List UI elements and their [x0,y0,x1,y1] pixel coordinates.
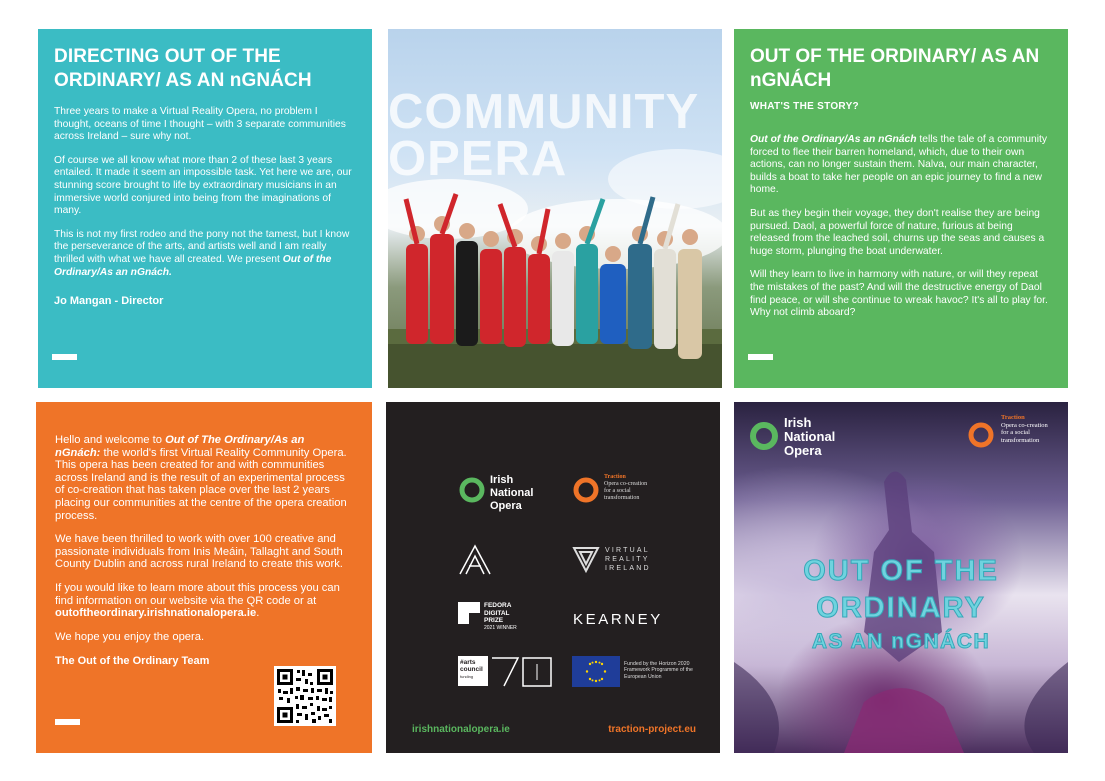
fedora-text [484,602,517,632]
welcome-para-2: We have been thrilled to work with over 100 creative and passionate individuals from Inis Meáin, Tallaght and South County Dublin and across rural Ireland to create this work. [55,533,343,571]
community-opera-title-line-1: COMMUNITY [388,85,700,139]
vr-triangle-icon [572,545,600,573]
decorative-bar [748,354,773,360]
fedora-line-2: DIGITAL [484,609,510,617]
welcome-para-3-a: If you would like to learn more about this process you can find information on our website via the QR code or at [55,581,340,607]
vr-line-2: REALITY [605,556,650,563]
ino-logo [458,474,558,524]
arts-council-logo [458,656,554,688]
partners-logos-panel [386,402,720,753]
eu-text [624,661,693,680]
director-note-para-3-text: This is not my first rodeo and the pony not the tamest, but I know the perseverance of the arts, and artists well and I am really thrilled with what we have all created. We present [54,228,350,265]
ino-ring-icon [748,420,780,452]
eu-line-3: European Union [624,673,662,680]
poster-title-line-1: OUT OF THE [803,555,999,587]
ino-website-link[interactable]: irishnationalopera.ie [412,724,510,735]
community-opera-title-line-2: OPERA [388,132,568,186]
poster-traction-text [1001,414,1048,444]
vr-ireland-text [605,546,651,573]
website-link[interactable]: outoftheordinary.irishnationalopera.ie [55,607,257,620]
story-para-2: But as they begin their voyage, they don't realise they are being pursued. Daol, a powerful force of nature, furious at being released from the leached soil, churns up the seas and causes a huge storm, plunging the boat underwater. [750,207,1045,257]
ino-line-2: National [490,487,534,499]
vr-ireland-logo [572,545,692,575]
story-para-1-emph: Out of the Ordinary/As an nGnách [750,134,917,145]
welcome-para-4: We hope you enjoy the opera. [55,630,205,643]
poster-ino-line-3: Opera [784,443,822,458]
traction-line-1: Opera co-creation [604,481,648,487]
people-silhouettes [406,194,702,359]
qr-code[interactable] [274,666,336,726]
traction-name: Traction [604,474,626,480]
opera-poster-panel [734,402,1068,753]
story-para-1 [750,134,1052,197]
poster-ino-line-2: National [784,429,836,444]
poster-title-line-3: AS AN nGNÁCH [811,630,991,653]
vr-line-3: IRELAND [605,565,651,572]
story-title: OUT OF THE ORDINARY/ AS AN nGNÁCH [750,46,1040,91]
director-signature: Jo Mangan - Director [54,295,164,308]
traction-line-2: for a social [604,488,631,494]
arts-line-1: #arts [460,659,476,666]
community-opera-photo [388,29,722,388]
arts-line-3: funding [460,674,474,679]
director-note-title: DIRECTING OUT OF THE ORDINARY/ AS AN nGNÁCH [54,46,312,91]
poster-ino-text [784,416,835,458]
poster-traction-name: Traction [1001,414,1025,421]
story-panel [734,29,1068,388]
traction-line-3: transformation [604,495,640,501]
welcome-panel [36,402,372,753]
welcome-para-1-emph: Out of The Ordinary/As an nGnách: [55,434,305,459]
poster-traction-line-1: Opera co-creation [1001,421,1048,429]
story-subtitle: WHAT'S THE STORY? [750,101,859,112]
vr-line-1: VIRTUAL [605,547,650,554]
traction-website-link[interactable]: traction-project.eu [608,724,696,735]
kearney-logo: KEARNEY [573,611,663,628]
poster-title-line-2: ORDINARY [816,592,986,624]
eu-line-1: Funded by the Horizon 2020 [624,661,690,667]
eu-flag-icon [572,656,620,687]
poster-ino-line-1: Irish [784,415,812,430]
traction-ring-icon [966,420,996,450]
director-note-para-2: Of course we all know what more than 2 of these last 3 years entailed. It made it seem an impossible task. Yet here we are, our stunning score brought to life by extraordinary musicians in an immersive world conjured into being from the imaginations of many. [54,154,352,217]
poster-traction-line-3: transformation [1001,436,1040,444]
poster-traction-line-2: for a social [1001,429,1030,436]
seventy-icon [490,656,554,688]
director-note-para-3-emph: Out of the Ordinary/As an nGnách. [54,253,332,278]
decorative-bar [52,354,77,360]
welcome-para-3 [55,582,352,620]
story-para-1-text: tells the tale of a community forced to flee their barren homeland, which, due to their own actions, can no longer sustain them. Nalva, our main character, builds a boat to take her people on an epic journey to find a new home. [750,134,1047,196]
fedora-line-1: FEDORA [484,602,512,609]
a-logo-icon [458,544,492,576]
ino-ring-icon [458,476,486,504]
fedora-line-3: PRIZE [484,617,504,624]
team-signature: The Out of the Ordinary Team [55,655,210,668]
welcome-para-3-b: . [256,607,260,620]
ino-line-3: Opera [490,500,522,512]
traction-logo [572,474,692,514]
eu-logo [572,656,712,688]
welcome-para-1-a: Hello and welcome to [55,434,166,446]
director-note-panel [38,29,372,388]
arts-council-box [458,656,488,686]
ino-logo-text [490,474,533,513]
group-photo-figures [388,29,722,388]
fedora-prize-logo [458,602,558,632]
story-para-3: Will they learn to live in harmony with nature, or will they repeat the mistakes of the past? And will the destructive energy of Daol find peace, or will she continue to wreak havoc? It's all to play for. Why not climb aboard? [750,269,1048,319]
traction-logo-text [604,474,647,502]
fedora-line-4: 2021 WINNER [484,624,517,631]
welcome-para-1-b: the world's first Virtual Reality Community Opera. This opera has been created for and with communities across Ireland and is the result of an experimental process of co-creation that has taken place over the last 2 years placing our communities at the centre of the opera creation process. [55,446,347,522]
decorative-bar [55,719,80,725]
eu-line-2: Framework Programme of the [624,667,693,674]
arts-line-2: council [460,666,483,673]
fedora-icon [458,602,480,624]
welcome-para-1 [55,434,352,522]
poster-ino-logo [748,416,858,464]
ino-line-1: Irish [490,474,514,486]
director-note-para-3 [54,229,356,279]
director-note-para-1: Three years to make a Virtual Reality Opera, no problem I thought, oceans of time I thought – with 3 separate communities across Ireland – sure why not. [54,106,346,143]
traction-ring-icon [572,476,600,504]
poster-traction-logo [966,414,1066,454]
